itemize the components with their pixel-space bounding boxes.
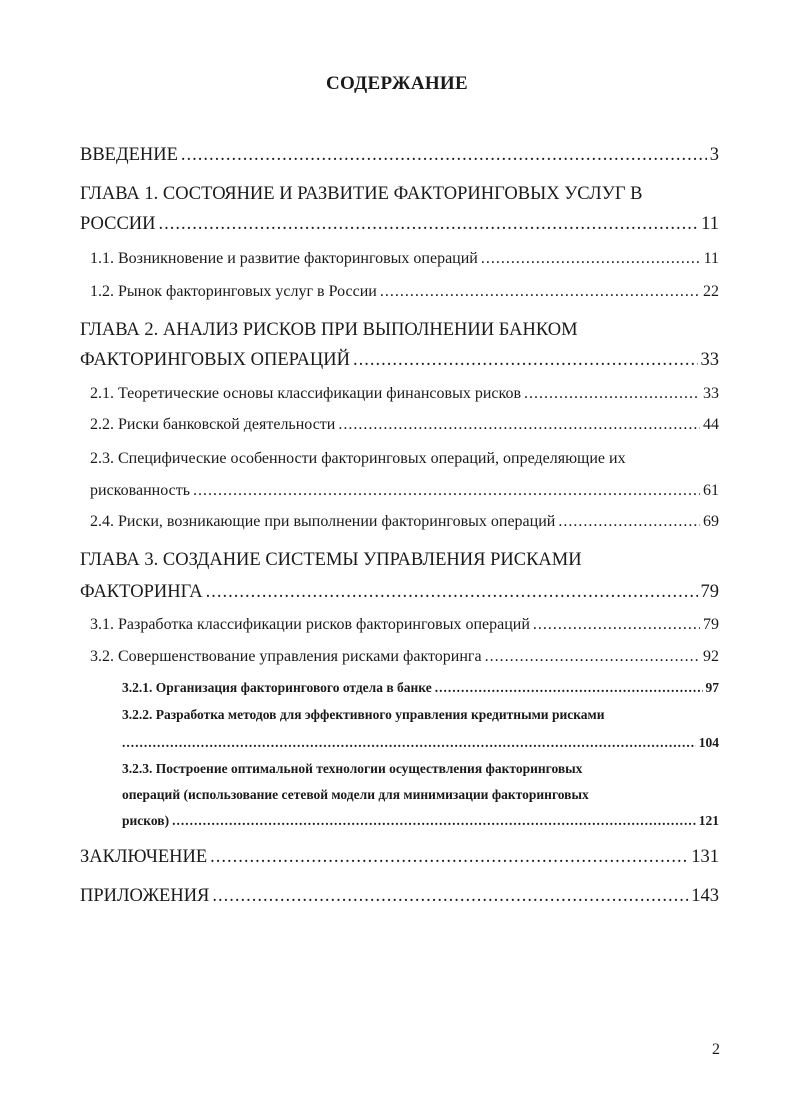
dot-leader xyxy=(481,250,701,268)
dot-leader xyxy=(181,145,707,166)
toc-label: 1.2. Рынок факторинговых услуг в России xyxy=(90,283,377,300)
toc-3-2-3-heading-line-2[interactable]: операций (использование сетевой модели для минимизации факторинговых xyxy=(122,787,589,802)
dot-leader xyxy=(122,735,696,751)
toc-entry-2-1[interactable] xyxy=(90,385,719,403)
toc-entry-chapter-3[interactable] xyxy=(80,582,719,603)
toc-entry-3-2[interactable] xyxy=(90,648,719,666)
toc-label: ВВЕДЕНИЕ xyxy=(80,145,178,165)
toc-page: 33 xyxy=(700,350,719,370)
toc-page: 22 xyxy=(703,283,719,300)
toc-label: 3.2. Совершенствование управления рисками факторинга xyxy=(90,648,482,665)
dot-leader xyxy=(558,513,700,531)
toc-page: 61 xyxy=(703,482,719,499)
toc-page: 33 xyxy=(703,385,719,402)
toc-page: 143 xyxy=(691,886,719,906)
toc-entry-conclusion[interactable] xyxy=(80,847,719,868)
toc-label: рискованность xyxy=(90,482,190,499)
toc-label: 3.2.1. Организация факторингового отдела в банке xyxy=(122,680,432,695)
page-number: 2 xyxy=(712,1041,720,1058)
toc-label: 1.1. Возникновение и развитие факторинговых операций xyxy=(90,250,478,267)
toc-entry-2-4[interactable] xyxy=(90,513,719,531)
toc-label: 3.1. Разработка классификации рисков факторинговых операций xyxy=(90,616,530,633)
toc-2-3-heading[interactable]: 2.3. Специфические особенности факторинговых операций, определяющие их xyxy=(90,450,626,467)
toc-entry-3-2-3[interactable] xyxy=(122,813,719,829)
toc-page: 131 xyxy=(691,847,719,867)
toc-label: ПРИЛОЖЕНИЯ xyxy=(80,886,210,906)
toc-page: 97 xyxy=(705,680,719,695)
toc-page: 44 xyxy=(703,416,719,433)
toc-entry-3-1[interactable] xyxy=(90,616,719,634)
toc-label: 2.2. Риски банковской деятельности xyxy=(90,416,336,433)
toc-label: 2.1. Теоретические основы классификации финансовых рисков xyxy=(90,385,521,402)
toc-label: 2.4. Риски, возникающие при выполнении факторинговых операций xyxy=(90,513,556,530)
toc-entry-2-2[interactable] xyxy=(90,416,719,434)
toc-page: 3 xyxy=(709,145,719,165)
dot-leader xyxy=(159,214,699,235)
toc-entry-appendix[interactable] xyxy=(80,886,719,907)
dot-leader xyxy=(485,648,700,666)
toc-entry-2-3[interactable] xyxy=(90,482,719,500)
toc-entry-1-1[interactable] xyxy=(90,250,719,268)
toc-label: ФАКТОРИНГОВЫХ ОПЕРАЦИЙ xyxy=(80,350,351,370)
toc-entry-chapter-1[interactable] xyxy=(80,214,719,235)
toc-page: 79 xyxy=(703,616,719,633)
toc-label: ФАКТОРИНГА xyxy=(80,582,203,602)
toc-3-2-2-heading[interactable]: 3.2.2. Разработка методов для эффективного управления кредитными рисками xyxy=(122,707,605,722)
dot-leader xyxy=(533,616,700,634)
toc-entry-3-2-2[interactable] xyxy=(122,735,719,751)
toc-page: 79 xyxy=(700,582,719,602)
toc-entry-3-2-1[interactable] xyxy=(122,680,719,696)
toc-3-2-3-heading-line-1[interactable]: 3.2.3. Построение оптимальной технологии осуществления факторинговых xyxy=(122,761,583,776)
toc-chapter-2-heading[interactable]: ГЛАВА 2. АНАЛИЗ РИСКОВ ПРИ ВЫПОЛНЕНИИ БАНКОМ xyxy=(80,320,578,340)
toc-entry-chapter-2[interactable] xyxy=(80,350,719,371)
toc-page: 11 xyxy=(703,250,719,267)
page-title: СОДЕРЖАНИЕ xyxy=(326,73,468,94)
dot-leader xyxy=(353,350,697,371)
toc-label: рисков) xyxy=(122,813,170,828)
dot-leader xyxy=(193,482,700,500)
toc-page: 69 xyxy=(703,513,719,530)
toc-page: 92 xyxy=(703,648,719,665)
dot-leader xyxy=(172,813,696,829)
toc-page: 11 xyxy=(701,214,719,234)
toc-page: 104 xyxy=(698,735,719,750)
dot-leader xyxy=(206,582,698,603)
toc-chapter-3-heading[interactable]: ГЛАВА 3. СОЗДАНИЕ СИСТЕМЫ УПРАВЛЕНИЯ РИСКАМИ xyxy=(80,550,582,570)
dot-leader xyxy=(524,385,700,403)
toc-entry-intro[interactable] xyxy=(80,145,719,166)
dot-leader xyxy=(212,886,688,907)
toc-label: ЗАКЛЮЧЕНИЕ xyxy=(80,847,208,867)
toc-entry-1-2[interactable] xyxy=(90,283,719,301)
dot-leader xyxy=(380,283,700,301)
dot-leader xyxy=(435,680,703,696)
dot-leader xyxy=(210,847,688,868)
toc-chapter-1-heading[interactable]: ГЛАВА 1. СОСТОЯНИЕ И РАЗВИТИЕ ФАКТОРИНГОВЫХ УСЛУГ В xyxy=(80,184,643,204)
dot-leader xyxy=(338,416,700,434)
toc-label: РОССИИ xyxy=(80,214,156,234)
toc-page: 121 xyxy=(698,813,719,828)
